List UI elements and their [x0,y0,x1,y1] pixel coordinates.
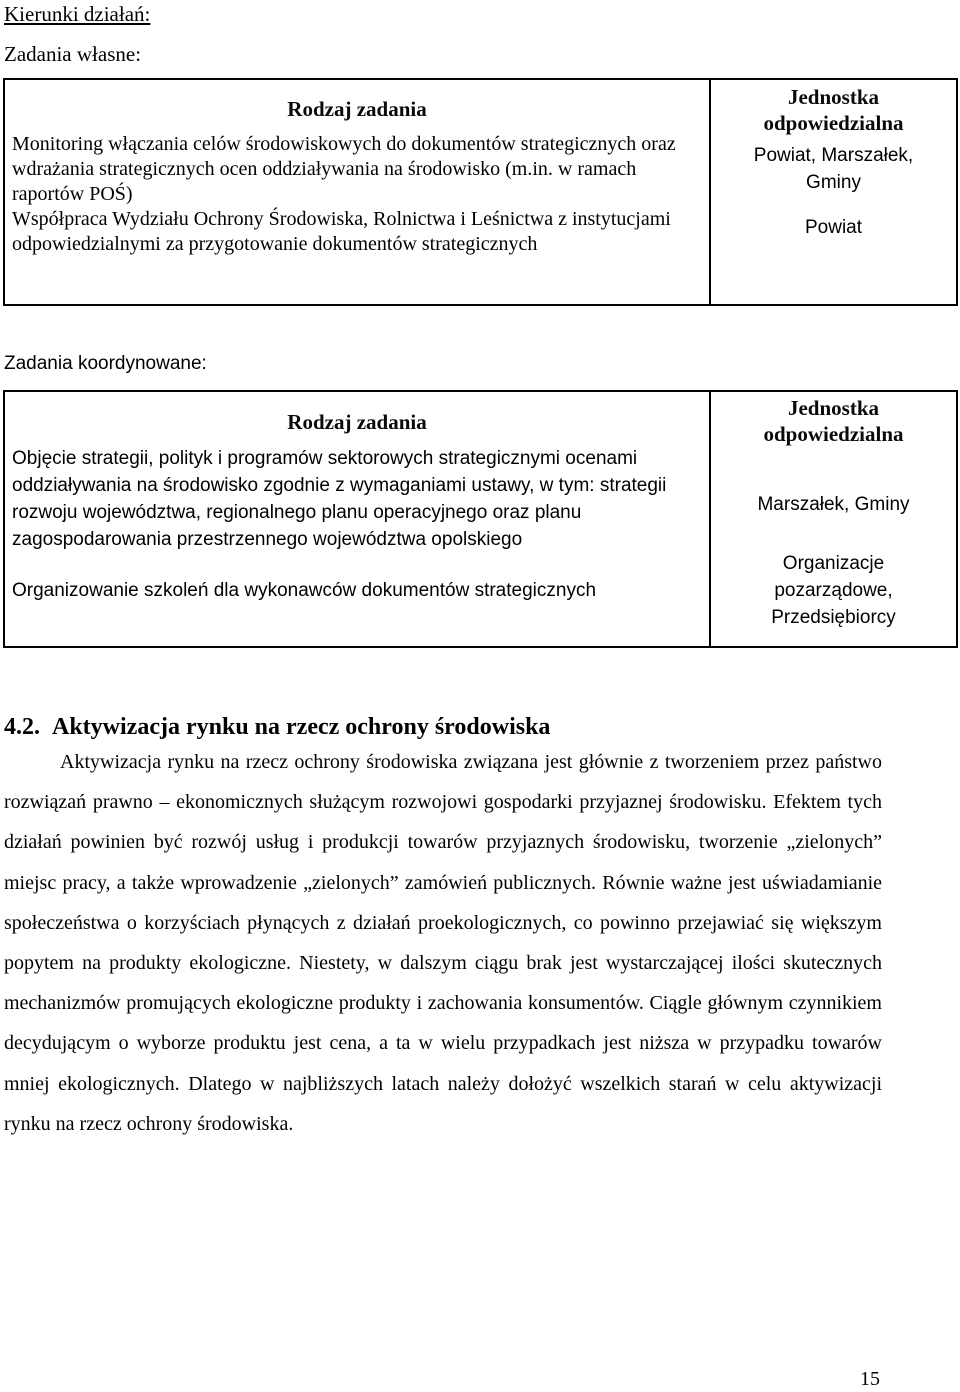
section-title-text: Aktywizacja rynku na rzecz ochrony środowiska [52,714,551,740]
own-tasks-header-unit-line1: Jednostka [787,85,880,109]
own-tasks-header-task: Rodzaj zadania [287,97,427,121]
coordinated-tasks-col-unit [710,391,957,647]
coordinated-task-2: Organizowanie szkoleń dla wykonawców dokumentów strategicznych [12,580,597,601]
coordinated-unit-1: Marszałek, Gminy [757,494,910,515]
coordinated-tasks-header-unit-line2: odpowiedzialna [763,422,904,446]
section-number: 4.2. [4,714,40,740]
own-tasks-col-unit [710,79,957,305]
section-paragraph: Aktywizacja rynku na rzecz ochrony środowiska związana jest głównie z tworzeniem przez państwo rozwiązań prawno – ekonomicznych służącym rozwojowi gospodarki przyjaznej środowisku. Efektem tych działań powinien być rozwój usług i produkcji towarów przyjaznych środowisku, tworzenie „zielonych” miejsc pracy, a także wprowadzenie „zielonych” zamówień publicznych. Równie ważne jest uświadamianie społeczeństwa o korzyściach płynących z działań proekologicznych, co powinno przejawiać się większym popytem na produkty ekologiczne. Niestety, w dalszym ciągu brak jest wystarczającej ilości skutecznych mechanizmów promujących ekologiczne produkty i zachowania konsumentów. Ciągle głównym czynnikiem decydującym o wyborze produktu jest cena, a ta w wielu przypadkach jest niższa w przypadku towarów mniej ekologicznych. Dlatego w najbliższych latach należy dołożyć wszelkich starań w celu aktywizacji rynku na rzecz ochrony środowiska. [4,751,882,1135]
coordinated-tasks-header-unit-line1: Jednostka [787,396,880,420]
coordinated-tasks-table [3,390,958,648]
section-title [4,712,550,742]
coordinated-unit-2: Organizacje pozarządowe, Przedsiębiorcy [771,553,896,628]
heading-directions: Kierunki działań: [4,2,151,26]
heading-own-tasks: Zadania własne: [4,42,142,66]
coordinated-tasks-col-task [4,391,710,647]
coordinated-tasks-header-task: Rodzaj zadania [287,410,427,434]
coordinated-task-1: Objęcie strategii, polityk i programów sektorowych strategicznymi ocenami oddziaływania na środowisko zgodnie z wymaganiami ustawy, w tym: strategii rozwoju województwa, regionalnego planu operacyjnego oraz planu zagospodarowania przestrzennego województwa opolskiego [12,448,667,550]
own-tasks-col-task [4,79,710,305]
own-task-2: Współpraca Wydziału Ochrony Środowiska, Rolnictwa i Leśnictwa z instytucjami odpowiedzialnymi za przygotowanie dokumentów strategicznych [12,208,671,255]
own-task-1: Monitoring włączania celów środowiskowych do dokumentów strategicznych oraz wdrażania strategicznych ocen oddziaływania na środowisko (m.in. w ramach raportów POŚ) [12,133,676,205]
own-unit-1: Powiat, Marszałek, Gminy [753,145,914,193]
own-unit-2: Powiat [804,217,863,238]
heading-coordinated-tasks: Zadania koordynowane: [4,353,207,374]
own-tasks-header-unit-line2: odpowiedzialna [763,111,904,135]
page-number: 15 [860,1368,880,1390]
own-tasks-table [3,78,958,306]
